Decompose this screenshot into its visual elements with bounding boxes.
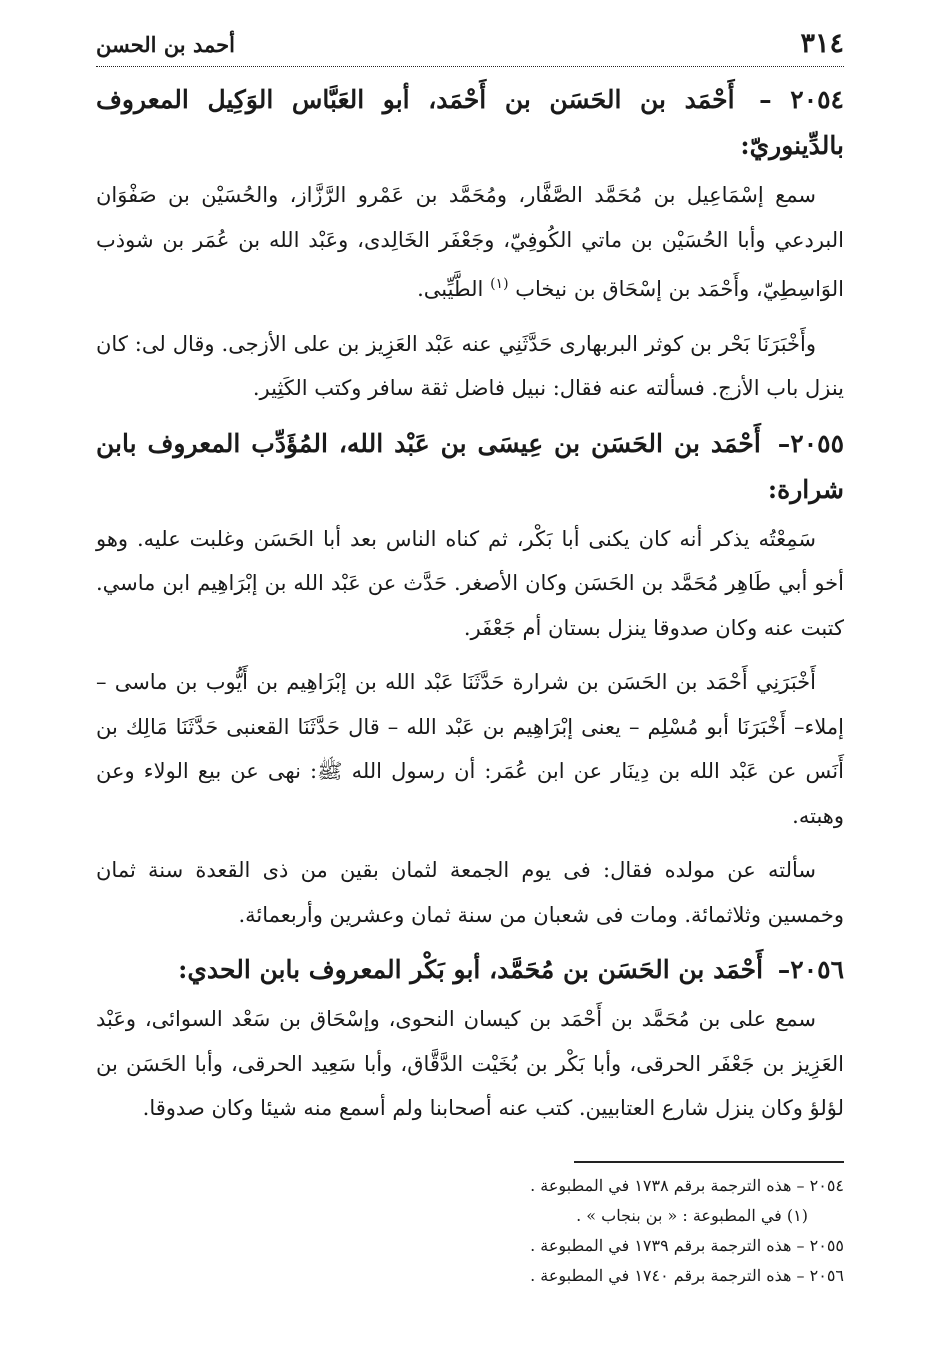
paragraph-text: أَخْبَرَنِي أَحْمَد بن الحَسَن بن شرارة حَدَّثَنَا عَبْد الله بن إبْرَاهِيم بن أَيُّوب بن ماسى – إملاء– أَخْبَرَنَا أبو مُسْلِم – يعنى إبْرَاهِيم بن عَبْد الله – قال حَدَّثَنَا القعنبى حَدَّثَنَا مَالِك بن أَنَس عن عَبْد الله بن دِينَار عن ابن عُمَر: أن رسول الله ﷺ: نهى عن بيع الولاء وعن وهبته. (96, 670, 844, 828)
entry-number: ٢٠٥٦– (777, 955, 844, 984)
footnote: ٢٠٥٥ – هذه الترجمة برقم ١٧٣٩ في المطبوعة . (530, 1235, 844, 1255)
paragraph-text: سمع على بن مُحَمَّد بن أَحْمَد بن كيسان النحوى، وإسْحَاق بن سَعْد السوائى، وعَبْد العَزِيز بن جَعْفَر الحرقى، وأبا بَكْر بن بُخَيْت الدَّقَّاق، وأبا سَعِيد الحرقى، وأبا الحَسَن بن لؤلؤ وكان ينزل شارع العتابيين. كتب عنه أصحابنا ولم أسمع منه شيئا وكان صدوقا. (96, 1007, 844, 1120)
running-header (96, 26, 844, 67)
entry-paragraph (96, 517, 844, 651)
paragraph-text: الطَّيِّبى. (417, 277, 484, 301)
entry-title: أَحْمَد بن الحَسَن بن عِيسَى بن عَبْد الله، المُؤَدِّب المعروف بابن شرارة: (96, 428, 844, 504)
entry-paragraph (96, 173, 844, 312)
entry-heading (96, 947, 844, 993)
entry-paragraph (96, 660, 844, 838)
entry-paragraph (96, 848, 844, 937)
page-number: ٣١٤ (800, 28, 844, 59)
entry-number: ٢٠٥٥– (777, 428, 844, 458)
page-content (96, 77, 844, 1291)
entry-number: ٢٠٥٤ – (759, 85, 844, 114)
entry-heading (96, 77, 844, 169)
footnote: ٢٠٥٦ – هذه الترجمة برقم ١٧٤٠ في المطبوعة . (530, 1265, 844, 1285)
book-page (0, 26, 940, 1291)
entry-paragraph (96, 322, 844, 411)
entry-2055 (96, 421, 844, 938)
running-title: أحمد بن الحسن (96, 32, 235, 57)
footnotes (96, 1171, 844, 1291)
entry-heading (96, 421, 844, 513)
footnote: ٢٠٥٤ – هذه الترجمة برقم ١٧٣٨ في المطبوعة . (530, 1175, 844, 1195)
footnote-divider (574, 1161, 844, 1163)
paragraph-text: سألته عن مولده فقال: فى يوم الجمعة لثمان بقين من ذى القعدة سنة ثمان وخمسين وثلاثمائة. ومات فى شعبان من سنة ثمان وعشرين وأربعمائة. (96, 858, 844, 927)
entry-2054 (96, 77, 844, 411)
footnote-marker: (١) (490, 276, 509, 292)
entry-title: أَحْمَد بن الحَسَن بن مُحَمَّد، أبو بَكْر المعروف بابن الحدي: (178, 955, 764, 984)
paragraph-text: وأَخْبَرَنَا بَحْر بن كوثر البربهارى حَدَّثَنِي عنه عَبْد العَزِيز بن على الأزجى. وقال لى: كان ينزل باب الأزج. فسألته عنه فقال: نبيل فاضل ثقة سافر وكتب الكَثِير. (96, 331, 844, 400)
entry-2056 (96, 947, 844, 1131)
footnote: (١) في المطبوعة : « بن بنجاب » . (576, 1205, 808, 1225)
paragraph-text: سمع إسْمَاعِيل بن مُحَمَّد الصَّفَّار، ومُحَمَّد بن عَمْرو الرَّزَّاز، والحُسَيْن بن صَفْوَان البردعي وأبا الحُسَيْن بن ماتي الكُوفِيّ، وجَعْفَر الخَالِدى، وعَبْد الله بن عُمَر بن شوذب الوَاسِطِيّ، وأَحْمَد بن إسْحَاق بن نيخاب (96, 183, 844, 301)
entry-paragraph (96, 997, 844, 1131)
entry-title: أَحْمَد بن الحَسَن بن أَحْمَد، أبو العَبَّاس الوَكِيل المعروف بالدِّينوريّ: (96, 85, 844, 160)
paragraph-text: سَمِعْتُه يذكر أنه كان يكنى أبا بَكْر، ثم كناه الناس بعد أبا الحَسَن وغلبت عليه. وهو أخو أبي طَاهِر مُحَمَّد بن الحَسَن وكان الأصغر. حَدَّث عن عَبْد الله بن إبْرَاهِيم ابن ماسي. كتبت عنه وكان صدوقا ينزل بستان أم جَعْفَر. (96, 526, 844, 640)
